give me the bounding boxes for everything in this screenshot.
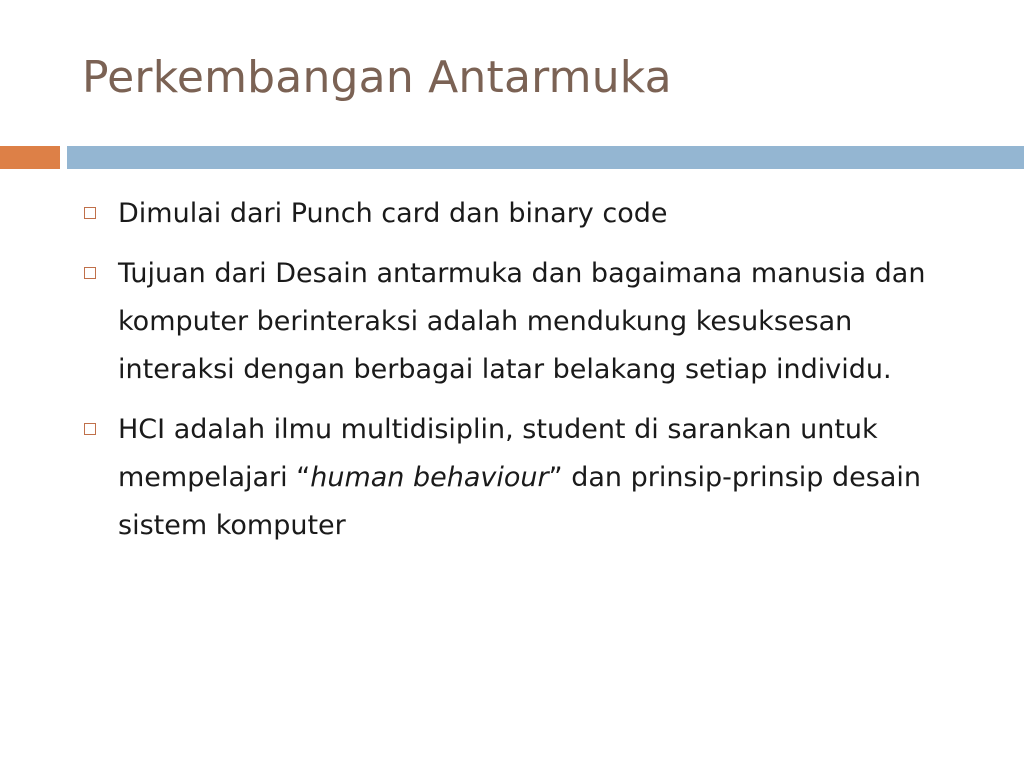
square-bullet-icon (84, 423, 96, 435)
bullet-item (82, 190, 952, 238)
title-rule-bar (67, 146, 1024, 169)
square-bullet-icon (84, 207, 96, 219)
bullet-text: Tujuan dari Desain antarmuka dan bagaimana manusia dan komputer berinteraksi adalah mendukung kesuksesan interaksi dengan berbagai latar belakang setiap individu. (118, 258, 926, 385)
bullet-item (82, 250, 952, 394)
bullet-text-part: HCI adalah ilmu multidisiplin, student di sarankan untuk mempelajari “ (118, 414, 878, 493)
bullet-text (118, 406, 952, 550)
bullet-text-part: ” dan prinsip-prinsip desain sistem komputer (118, 462, 921, 541)
square-bullet-icon (84, 267, 96, 279)
title-rule-accent (0, 146, 60, 169)
bullet-text-italic: human behaviour (310, 462, 549, 493)
bullet-list (82, 190, 952, 562)
slide-title: Perkembangan Antarmuka (82, 52, 672, 103)
bullet-item (82, 406, 952, 550)
bullet-text: Dimulai dari Punch card dan binary code (118, 198, 668, 229)
